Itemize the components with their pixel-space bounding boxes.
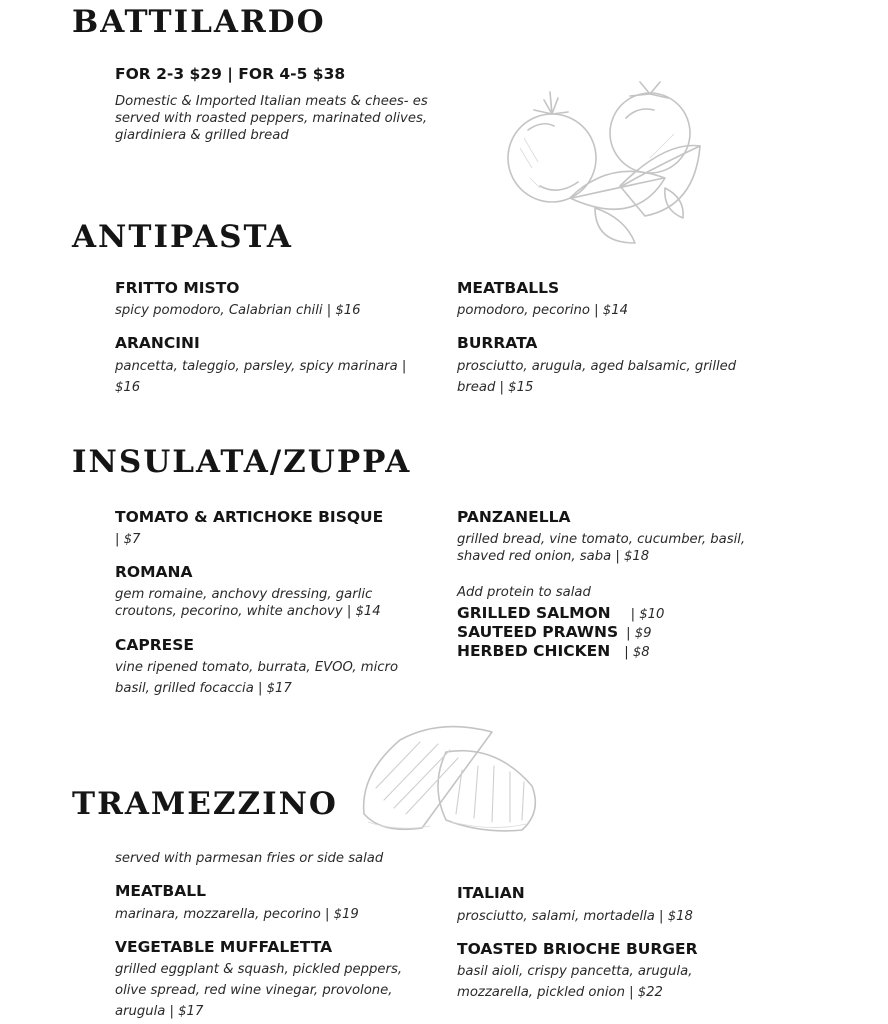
menu-item-name: TOASTED BRIOCHE BURGER (457, 940, 698, 958)
protein-option-row (457, 604, 664, 623)
menu-item-name: ITALIAN (457, 884, 525, 902)
add-protein-note: Add protein to salad (457, 585, 591, 600)
menu-item-name: CAPRESE (115, 636, 195, 654)
menu-item-description: gem romaine, anchovy dressing, garlic croutons, pecorino, white anchovy | $14 (115, 587, 381, 619)
section-title-battilardo: BATTILARDO (72, 4, 326, 40)
menu-item-name: ARANCINI (115, 334, 200, 352)
panini-illustration-icon (356, 722, 548, 837)
menu-item-description: marinara, mozzarella, pecorino | $19 (115, 907, 359, 922)
protein-option-price: | $10 (630, 607, 665, 622)
menu-item-description: prosciutto, arugula, aged balsamic, grilled bread | $15 (457, 359, 737, 395)
tomato-basil-illustration-icon (500, 78, 710, 248)
menu-item-description: grilled eggplant & squash, pickled peppers, olive spread, red wine vinegar, provolone, arugula | $17 (115, 962, 403, 1019)
menu-item-name: BURRATA (457, 334, 538, 352)
section-title-antipasta: ANTIPASTA (72, 219, 293, 255)
menu-item-name: FRITTO MISTO (115, 279, 240, 297)
section-title-insulata-zuppa: INSULATA/ZUPPA (72, 444, 412, 480)
protein-option-price: | $8 (624, 645, 650, 660)
battilardo-description: Domestic & Imported Italian meats & chees- es served with roasted peppers, marinated olives, giardiniera & grilled bread (115, 94, 428, 143)
protein-option-row (457, 642, 650, 661)
menu-item-name: MEATBALL (115, 882, 206, 900)
menu-item-description: spicy pomodoro, Calabrian chili | $16 (115, 303, 361, 318)
protein-option-price: | $9 (626, 626, 652, 641)
protein-option-name: GRILLED SALMON (457, 604, 611, 622)
menu-item-name: TOMATO & ARTICHOKE BISQUE (115, 508, 384, 526)
menu-item-description: prosciutto, salami, mortadella | $18 (457, 909, 693, 924)
menu-item-description: pancetta, taleggio, parsley, spicy marinara | $16 (115, 359, 407, 395)
menu-item-name: ROMANA (115, 563, 193, 581)
menu-item-description: | $7 (115, 532, 141, 547)
menu-item-description: pomodoro, pecorino | $14 (457, 303, 628, 318)
menu-item-name: PANZANELLA (457, 508, 571, 526)
protein-option-name: HERBED CHICKEN (457, 642, 611, 660)
protein-option-row (457, 623, 652, 642)
section-title-tramezzino: TRAMEZZINO (72, 786, 338, 822)
menu-item-description: grilled bread, vine tomato, cucumber, basil, shaved red onion, saba | $18 (457, 532, 746, 564)
battilardo-serving-prices: FOR 2-3 $29 | FOR 4-5 $38 (115, 65, 346, 83)
menu-item-description: basil aioli, crispy pancetta, arugula, mozzarella, pickled onion | $22 (457, 964, 693, 1000)
menu-item-description: vine ripened tomato, burrata, EVOO, micro basil, grilled focaccia | $17 (115, 660, 399, 696)
menu-item-name: VEGETABLE MUFFALETTA (115, 938, 333, 956)
menu-item-name: MEATBALLS (457, 279, 560, 297)
tramezzino-side-note: served with parmesan fries or side salad (115, 851, 384, 866)
protein-option-name: SAUTEED PRAWNS (457, 623, 619, 641)
